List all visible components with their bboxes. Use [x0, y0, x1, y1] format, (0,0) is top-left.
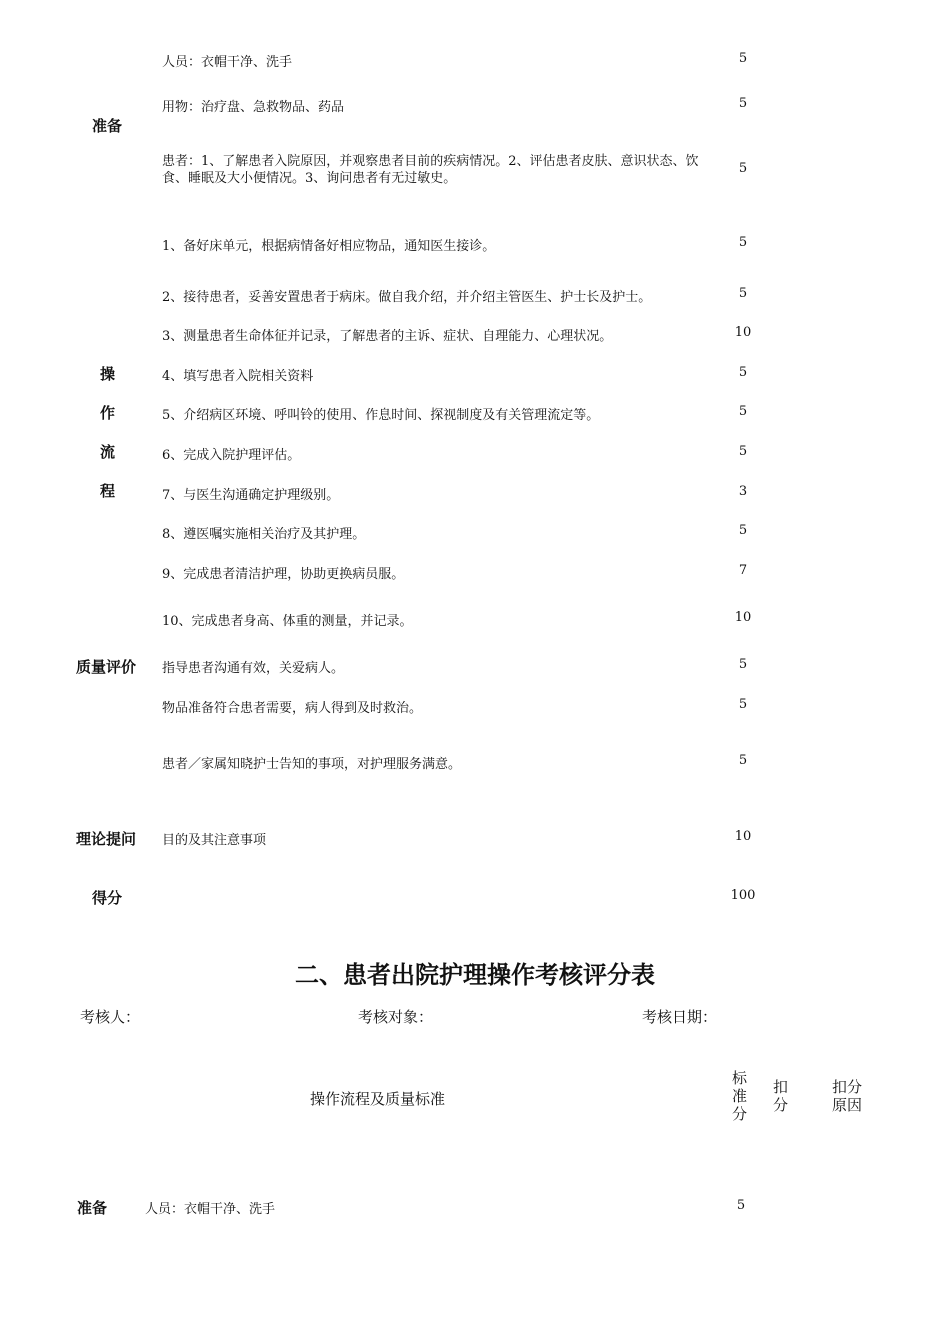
category-process-2: 作 — [100, 404, 116, 422]
table-row-score: 5 — [738, 697, 748, 712]
category-process-1: 操 — [100, 365, 116, 383]
table-row-text: 指导患者沟通有效，关爱病人。 — [162, 661, 345, 676]
table-row-score: 10 — [734, 829, 752, 844]
table-row-score: 5 — [738, 286, 748, 301]
table-row-text: 2、接待患者，妥善安置患者于病床。做自我介绍，并介绍主管医生、护士长及护士。 — [162, 290, 652, 305]
table-row-score: 5 — [738, 51, 748, 66]
table-row-text: 7、与医生沟通确定护理级别。 — [162, 488, 340, 503]
table-row-text: 患者／家属知晓护士告知的事项，对护理服务满意。 — [162, 757, 462, 772]
subject-label: 考核对象： — [358, 1008, 434, 1026]
table-row-text: 5、介绍病区环境、呼叫铃的使用、作息时间、探视制度及有关管理流定等。 — [162, 408, 600, 423]
table-row-score: 7 — [738, 563, 748, 578]
table-row-text: 人员：衣帽干净、洗手 — [145, 1202, 276, 1217]
table-row-score: 5 — [738, 365, 748, 380]
examiner-label: 考核人： — [80, 1008, 141, 1026]
category-total: 得分 — [92, 889, 123, 907]
category-process-4: 程 — [100, 482, 116, 500]
table-row-text: 物品准备符合患者需要，病人得到及时救治。 — [162, 701, 423, 716]
date-label: 考核日期： — [642, 1008, 718, 1026]
header-deduction-reason: 扣分原因 — [832, 1078, 863, 1114]
table-row-score: 5 — [736, 1198, 746, 1213]
category-prep: 准备 — [92, 117, 123, 135]
header-standard-score: 标准分 — [732, 1069, 748, 1123]
section-title: 二、患者出院护理操作考核评分表 — [295, 961, 655, 989]
table-row-score: 5 — [738, 404, 748, 419]
table-row-text: 8、遵医嘱实施相关治疗及其护理。 — [162, 527, 366, 542]
table-row-text: 10、完成患者身高、体重的测量，并记录。 — [162, 614, 413, 629]
category-theory: 理论提问 — [76, 830, 137, 848]
table-row-score: 10 — [734, 325, 752, 340]
header-deduction: 扣分 — [773, 1078, 789, 1114]
table-row-text: 3、测量患者生命体征并记录，了解患者的主诉、症状、自理能力、心理状况。 — [162, 329, 613, 344]
table-row-text: 1、备好床单元，根据病情备好相应物品，通知医生接诊。 — [162, 239, 496, 254]
category-process-3: 流 — [100, 443, 116, 461]
table-row-text: 4、填写患者入院相关资料 — [162, 369, 314, 384]
table-row-text: 用物：治疗盘、急救物品、药品 — [162, 100, 345, 115]
table-row-score: 5 — [738, 753, 748, 768]
table-row-text: 6、完成入院护理评估。 — [162, 448, 301, 463]
table-row-text: 人员：衣帽干净、洗手 — [162, 55, 293, 70]
table-row-score: 5 — [738, 523, 748, 538]
table-row-score: 5 — [738, 444, 748, 459]
table-row-text: 9、完成患者清洁护理，协助更换病员服。 — [162, 567, 405, 582]
header-criteria: 操作流程及质量标准 — [310, 1090, 446, 1108]
total-score: 100 — [730, 888, 756, 903]
table-row-score: 5 — [738, 657, 748, 672]
table-row-score: 5 — [738, 235, 748, 250]
category-prep-2: 准备 — [77, 1199, 108, 1217]
table-row-score: 10 — [734, 610, 752, 625]
table-row-score: 5 — [738, 161, 748, 176]
category-quality: 质量评价 — [76, 658, 137, 676]
table-row-text: 目的及其注意事项 — [162, 833, 267, 848]
table-row-text: 患者：1、了解患者入院原因，并观察患者目前的疾病情况。2、评估患者皮肤、意识状态、饮食、睡眠及大小便情况。3、询问患者有无过敏史。 — [162, 154, 699, 186]
table-row-score: 5 — [738, 96, 748, 111]
table-row-score: 3 — [738, 484, 748, 499]
